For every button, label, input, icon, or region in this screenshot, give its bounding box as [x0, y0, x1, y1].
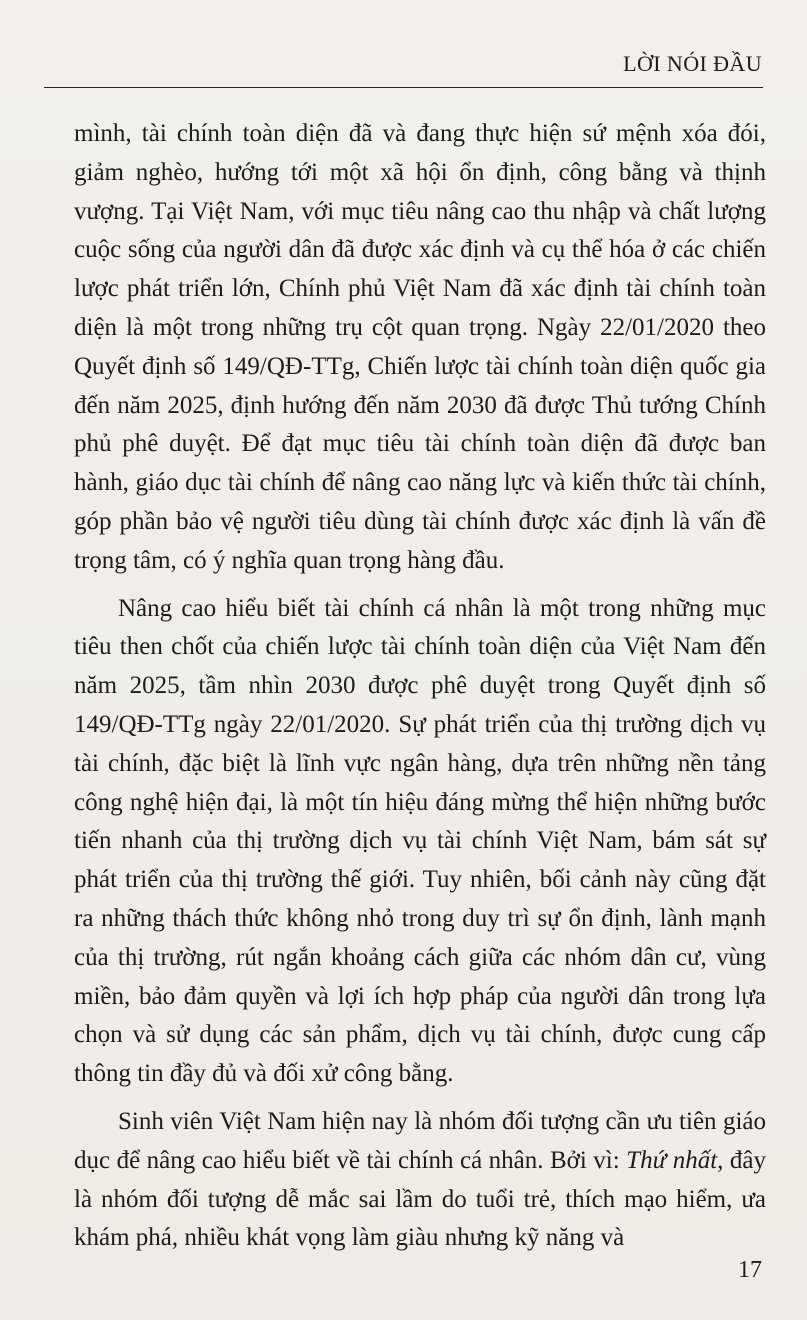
paragraph-students-rest: , đây là nhóm đối tượng dễ mắc sai lầm do tuổi trẻ, thích mạo hiểm, ưa khám phá, nhiều khát vọng làm giàu nhưng kỹ năng và — [74, 1146, 766, 1252]
paragraph-financial-literacy: Nâng cao hiểu biết tài chính cá nhân là một trong những mục tiêu then chốt của chiến lược tài chính toàn diện của Việt Nam đến năm 2025, tầm nhìn 2030 được phê duyệt trong Quyết định số 149/QĐ-TTg ngày 22/01/2020. Sự phát triển của thị trường dịch vụ tài chính, đặc biệt là lĩnh vực ngân hàng, dựa trên những nền tảng công nghệ hiện đại, là một tín hiệu đáng mừng thể hiện những bước tiến nhanh của thị trường dịch vụ tài chính Việt Nam, bám sát sự phát triển của thị trường thế giới. Tuy nhiên, bối cảnh này cũng đặt ra những thách thức không nhỏ trong duy trì sự ổn định, lành mạnh của thị trường, rút ngắn khoảng cách giữa các nhóm dân cư, vùng miền, bảo đảm quyền và lợi ích hợp pháp của người dân trong lựa chọn và sử dụng các sản phẩm, dịch vụ tài chính, được cung cấp thông tin đầy đủ và đối xử công bằng. — [74, 594, 766, 1088]
paragraph-students — [74, 1103, 766, 1258]
running-head: LỜI NÓI ĐẦU — [623, 51, 762, 76]
page-header — [0, 43, 807, 83]
body-text — [74, 115, 766, 1258]
paragraph-students-lead: Sinh viên Việt Nam hiện nay là nhóm đối tượng cần ưu tiên giáo dục để nâng cao hiểu biết về tài chính cá nhân. Bởi vì: — [74, 1107, 766, 1174]
page-number: 17 — [738, 1257, 762, 1283]
paragraph-continued: mình, tài chính toàn diện đã và đang thực hiện sứ mệnh xóa đói, giảm nghèo, hướng tới một xã hội ổn định, công bằng và thịnh vượng. Tại Việt Nam, với mục tiêu nâng cao thu nhập và chất lượng cuộc sống của người dân đã được xác định và cụ thể hóa ở các chiến lược phát triển lớn, Chính phủ Việt Nam đã xác định tài chính toàn diện là một trong những trụ cột quan trọng. Ngày 22/01/2020 theo Quyết định số 149/QĐ-TTg, Chiến lược tài chính toàn diện quốc gia đến năm 2025, định hướng đến năm 2030 đã được Thủ tướng Chính phủ phê duyệt. Để đạt mục tiêu tài chính toàn diện đã được ban hành, giáo dục tài chính để nâng cao năng lực và kiến thức tài chính, góp phần bảo vệ người tiêu dùng tài chính được xác định là vấn đề trọng tâm, có ý nghĩa quan trọng hàng đầu. — [74, 120, 766, 574]
header-rule — [44, 87, 763, 88]
emphasis-thu-nhat: Thứ nhất — [626, 1146, 718, 1174]
